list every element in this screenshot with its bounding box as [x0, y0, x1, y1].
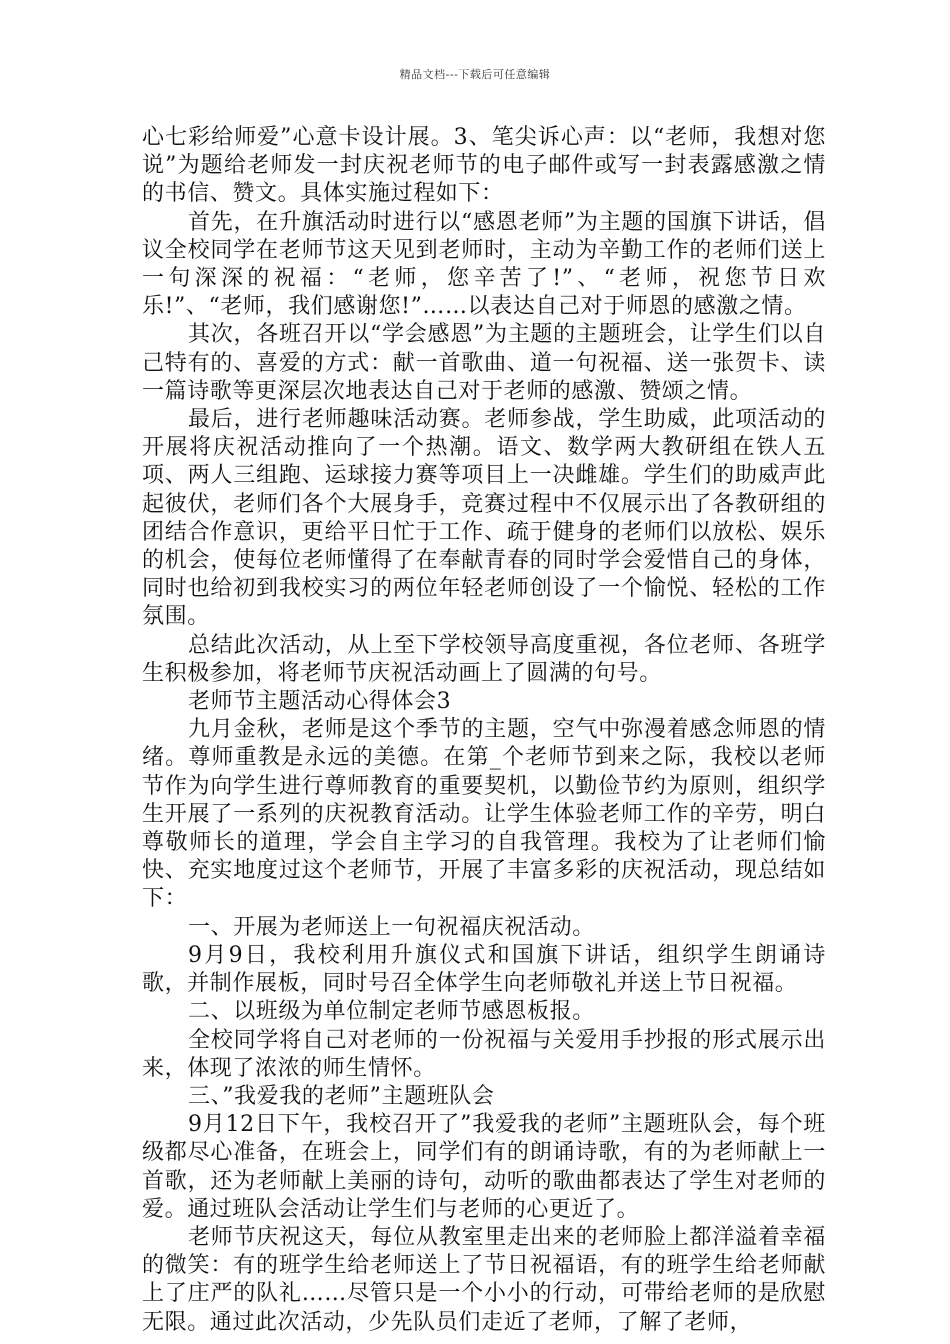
section-heading: 三、”我爱我的老师”主题班队会	[188, 1083, 495, 1109]
paragraph: 9月12日下午，我校召开了”我爱我的老师”主题班队会，每个班级都尽心准备，在班会上，同学们有的朗诵诗歌，有的为老师献上一首歌，还为老师献上美丽的诗句，动听的歌曲都表达了学生对老师的爱。通过班队会活动让学生们与老师的心更近了。	[142, 1112, 826, 1222]
section-heading: 一、开展为老师送上一句祝福庆祝活动。	[188, 914, 595, 940]
section-heading: 二、以班级为单位制定老师节感恩板报。	[188, 999, 595, 1025]
paragraph: 全校同学将自己对老师的一份祝福与关爱用手抄报的形式展示出来，体现了浓浓的师生情怀。	[142, 1027, 826, 1081]
paragraph: 老师节庆祝这天，每位从教室里走出来的老师脸上都洋溢着幸福的微笑：有的班学生给老师送上了节日祝福语，有的班学生给老师献上了庄严的队礼……尽管只是一个小小的行动，可带给老师的是欣慰无限。通过此次活动，少先队员们走近了老师，了解了老师，	[142, 1224, 826, 1335]
paragraph: 总结此次活动，从上至下学校领导高度重视，各位老师、各班学生积极参加，将老师节庆祝活动画上了圆满的句号。	[142, 632, 826, 686]
page-header: 精品文档---下载后可任意编辑	[399, 68, 551, 81]
paragraph: 首先，在升旗活动时进行以“感恩老师”为主题的国旗下讲话，倡议全校同学在老师节这天见到老师时，主动为辛勤工作的老师们送上一句深深的祝福：“老师，您辛苦了!”、“老师，祝您节日欢乐!”、“老师，我们感谢您!”……以表达自己对于师恩的感激之情。	[142, 209, 826, 320]
section-heading: 老师节主题活动心得体会3	[188, 689, 452, 715]
paragraph: 9月9日，我校利用升旗仪式和国旗下讲话，组织学生朗诵诗歌，并制作展板，同时号召全体学生向老师敬礼并送上节日祝福。	[142, 942, 826, 997]
paragraph: 最后，进行老师趣味活动赛。老师参战，学生助威，此项活动的开展将庆祝活动推向了一个热潮。语文、数学两大教研组在铁人五项、两人三组跑、运球接力赛等项目上一决雌雄。学生们的助威声此起彼伏，老师们各个大展身手，竞赛过程中不仅展示出了各教研组的团结合作意识，更给平日忙于工作、疏于健身的老师们以放松、娱乐的机会，使每位老师懂得了在奉献青春的同时学会爱惜自己的身体，同时也给初到我校实习的两位年轻老师创设了一个愉悦、轻松的工作氛围。	[142, 407, 826, 630]
document-body	[142, 124, 826, 1337]
paragraph: 心七彩给师爱”心意卡设计展。3、笔尖诉心声：以“老师，我想对您说”为题给老师发一封庆祝老师节的电子邮件或写一封表露感激之情的书信、赞文。具体实施过程如下：	[142, 125, 826, 207]
paragraph: 九月金秋，老师是这个季节的主题，空气中弥漫着感念师恩的情绪。尊师重教是永远的美德。在第_个老师节到来之际，我校以老师节作为向学生进行尊师教育的重要契机，以勤俭节约为原则，组织学生开展了一系列的庆祝教育活动。让学生体验老师工作的辛劳，明白尊敬师长的道理，学会自主学习的自我管理。我校为了让老师们愉快、充实地度过这个老师节，开展了丰富多彩的庆祝活动，现总结如下：	[142, 717, 826, 912]
paragraph: 其次，各班召开以“学会感恩”为主题的主题班会，让学生们以自己特有的、喜爱的方式：献一首歌曲、道一句祝福、送一张贺卡、读一篇诗歌等更深层次地表达自己对于老师的感激、赞颂之情。	[142, 322, 826, 404]
